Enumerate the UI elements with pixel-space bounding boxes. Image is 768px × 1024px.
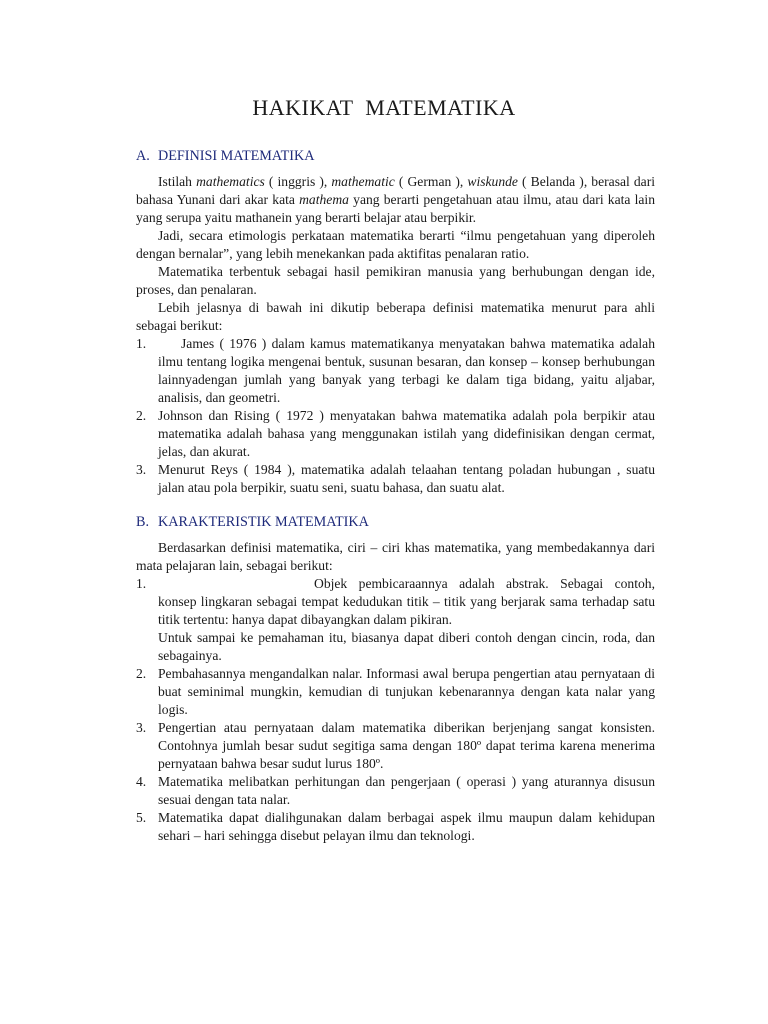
term-wiskunde: wiskunde [467,174,518,189]
text-span: yang berarti pengetahuan atau ilmu, atau dari kata lain yang serupa yaitu mathanein yang berarti belajar atau berpikir. [136,192,656,225]
definitions-list [136,335,655,497]
term-mathematics: mathematics [196,174,265,189]
list-number: 5. [136,810,147,825]
list-number: 3. [136,720,147,735]
list-item-text: Menurut Reys ( 1984 ), matematika adalah telaahan tentang poladan hubungan , suatu jalan atau pola berpikir, suatu seni, suatu bahasa, dan suatu alat. [158,462,655,495]
list-item [136,719,655,773]
list-item [136,335,655,407]
characteristics-list [136,575,655,845]
list-item-text: Matematika dapat dialihgunakan dalam berbagai aspek ilmu maupun dalam kehidupan sehari – hari sehingga disebut pelayan ilmu dan teknologi. [158,810,655,843]
list-item-text: Matematika melibatkan perhitungan dan pengerjaan ( operasi ) yang aturannya disusun sesuai dengan tata nalar. [158,774,655,807]
section-a-title: DEFINISI MATEMATIKA [158,148,315,164]
section-a-letter: A. [136,148,150,164]
list-item-extra: Untuk sampai ke pemahaman itu, biasanya dapat diberi contoh dengan cincin, roda, dan sebagainya. [158,630,655,663]
section-b-heading [136,513,655,531]
list-item [136,809,655,845]
section-b-letter: B. [136,514,150,530]
list-item [136,461,655,497]
definition-paragraph [136,173,655,227]
list-item-text: Pengertian atau pernyataan dalam matematika diberikan berjenjang sangat konsisten. Contohnya jumlah besar sudut segitiga sama dengan 180º dapat terima karena menerima pernyataan bahwa besar sudut lurus 180º. [158,720,655,771]
list-item [136,575,655,665]
section-a-heading [136,147,655,165]
document-body [136,147,655,845]
document-title: HAKIKAT MATEMATIKA [252,95,516,120]
text-span: ( German ), [394,174,468,189]
list-number: 1. [136,576,147,591]
list-item-text: Johnson dan Rising ( 1972 ) menyatakan bahwa matematika adalah pola berpikir atau matematika adalah bahasa yang menggunakan istilah yang didefinisikan dengan cermat, jelas, dan akurat. [158,408,655,459]
formation-paragraph: Matematika terbentuk sebagai hasil pemikiran manusia yang berhubungan dengan ide, proses, dan penalaran. [136,264,655,297]
text-span: ( Belanda ), berasal dari bahasa Yunani dari akar kata [136,174,656,207]
list-item [136,407,655,461]
list-number: 1. [136,336,147,351]
text-span: ( inggris ), [264,174,332,189]
list-number: 2. [136,408,147,423]
list-item-text: Objek pembicaraannya adalah abstrak. Sebagai contoh, konsep lingkaran sebagai tempat kedudukan titik – titik yang berjarak sama terhadap satu titik tertentu: hanya dapat dibayangkan dalam pikiran. [158,576,655,627]
list-item-text: Pembahasannya mengandalkan nalar. Informasi awal berupa pengertian atau pernyataan di buat seminimal mungkin, kemudian di tunjukan kebenarannya dengan kata nalar yang logis. [158,666,655,717]
characteristics-intro: Berdasarkan definisi matematika, ciri – ciri khas matematika, yang membedakannya dari mata pelajaran lain, sebagai berikut: [136,540,655,573]
list-item [136,665,655,719]
list-item [136,773,655,809]
list-number: 2. [136,666,147,681]
intro-definitions-paragraph: Lebih jelasnya di bawah ini dikutip beberapa definisi matematika menurut para ahli sebagai berikut: [136,300,655,333]
list-item-text: James ( 1976 ) dalam kamus matematikanya menyatakan bahwa matematika adalah ilmu tentang logika mengenai bentuk, susunan besaran, dan konsep – konsep berhubungan lainnyadengan jumlah yang banyak yang terbagi ke dalam tiga bidang, yaitu aljabar, analisis, dan geometri. [158,336,655,405]
term-mathematic: mathematic [331,174,395,189]
section-b-title: KARAKTERISTIK MATEMATIKA [158,514,369,530]
etymology-paragraph: Jadi, secara etimologis perkataan matematika berarti “ilmu pengetahuan yang diperoleh dengan bernalar”, yang lebih menekankan pada aktifitas penalaran ratio. [136,228,655,261]
text-span: Istilah [158,174,197,189]
term-mathema: mathema [299,192,349,207]
list-number: 4. [136,774,147,789]
list-number: 3. [136,462,147,477]
